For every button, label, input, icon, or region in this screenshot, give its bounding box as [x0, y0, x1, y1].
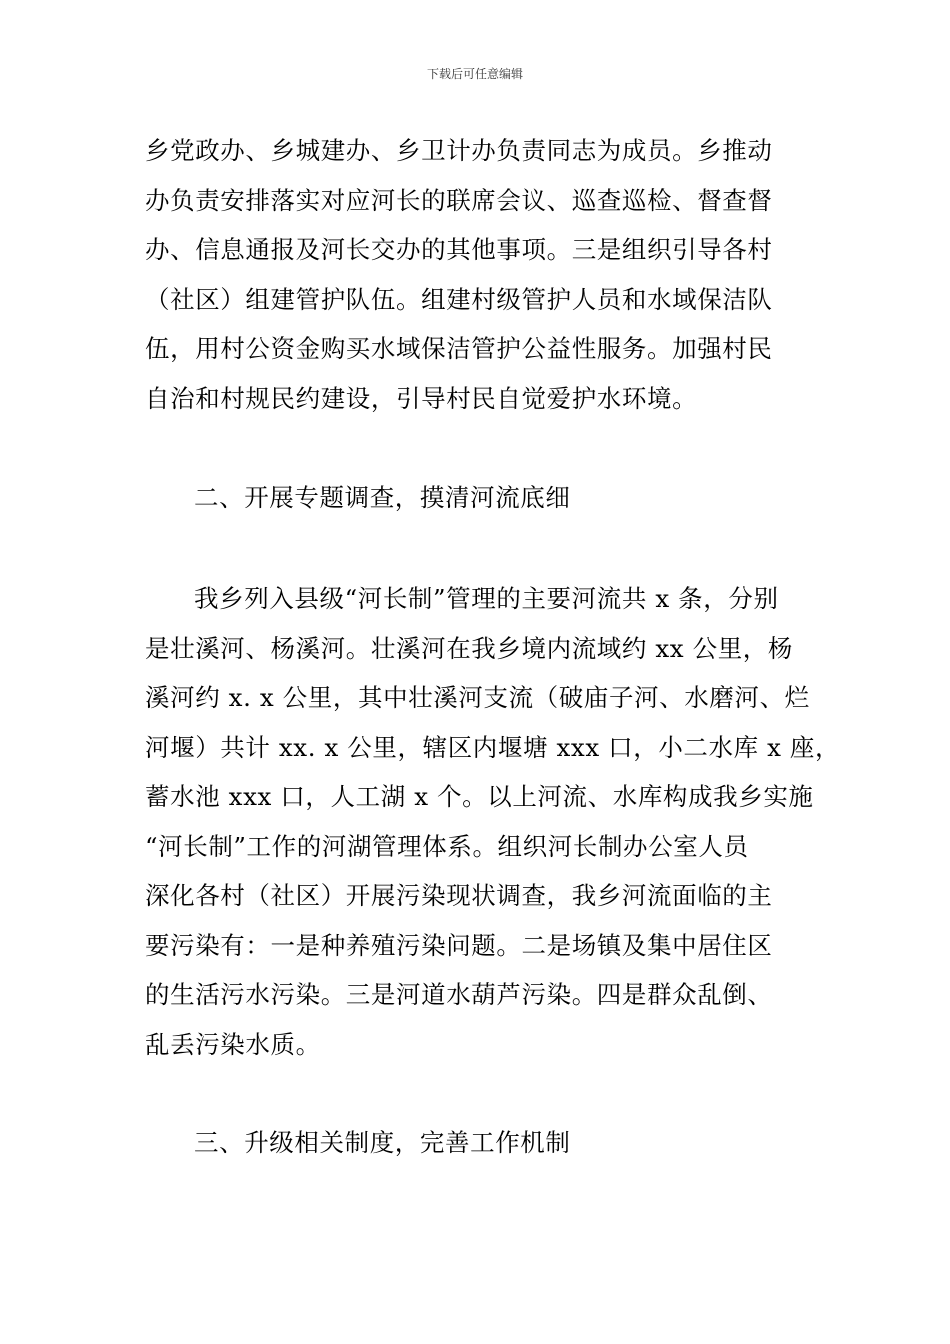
- paragraph-line: 乱丢污染水质。: [145, 1029, 321, 1059]
- paragraph-line: 我乡列入县级“河长制”管理的主要河流共 x 条，分别: [194, 584, 779, 613]
- paragraph-line: 要污染有：一是种养殖污染问题。二是场镇及集中居住区: [145, 930, 773, 960]
- section-heading-text: 二、开展专题调查，摸清河流底细: [194, 483, 571, 512]
- section-heading-system: [145, 1118, 815, 1168]
- paragraph-line: 自治和村规民约建设，引导村民自觉爱护水环境。: [145, 383, 698, 413]
- page-header-note: 下载后可任意编辑: [426, 67, 523, 81]
- paragraph-line: 办负责安排落实对应河长的联席会议、巡查巡检、督查督: [145, 185, 773, 215]
- paragraph-line: 伍，用村公资金购买水域保洁管护公益性服务。加强村民: [145, 334, 773, 363]
- paragraph-line: 溪河约 x. x 公里，其中壮溪河支流（破庙子河、水磨河、烂: [145, 683, 810, 712]
- paragraph-members: [145, 126, 815, 423]
- paragraph-line: 深化各村（社区）开展污染现状调查，我乡河流面临的主: [145, 881, 773, 910]
- paragraph-rivers: [145, 574, 841, 1069]
- paragraph-line: 乡党政办、乡城建办、乡卫计办负责同志为成员。乡推动: [145, 136, 773, 165]
- paragraph-line: （社区）组建管护队伍。组建村级管护人员和水域保洁队: [145, 284, 773, 314]
- paragraph-line: 河堰）共计 xx. x 公里，辖区内堰塘 xxx 口，小二水库 x 座，: [145, 732, 841, 762]
- paragraph-line: 是壮溪河、杨溪河。壮溪河在我乡境内流域约 xx 公里，杨: [145, 633, 794, 663]
- paragraph-line: 蓄水池 xxx 口，人工湖 x 个。以上河流、水库构成我乡实施: [145, 782, 814, 811]
- paragraph-line: 办、信息通报及河长交办的其他事项。三是组织引导各村: [145, 235, 773, 264]
- paragraph-line: “河长制”工作的河湖管理体系。组织河长制办公室人员: [145, 831, 749, 861]
- section-heading-survey: [145, 473, 815, 523]
- section-heading-text: 三、升级相关制度，完善工作机制: [194, 1128, 571, 1157]
- paragraph-line: 的生活污水污染。三是河道水葫芦污染。四是群众乱倒、: [145, 980, 773, 1009]
